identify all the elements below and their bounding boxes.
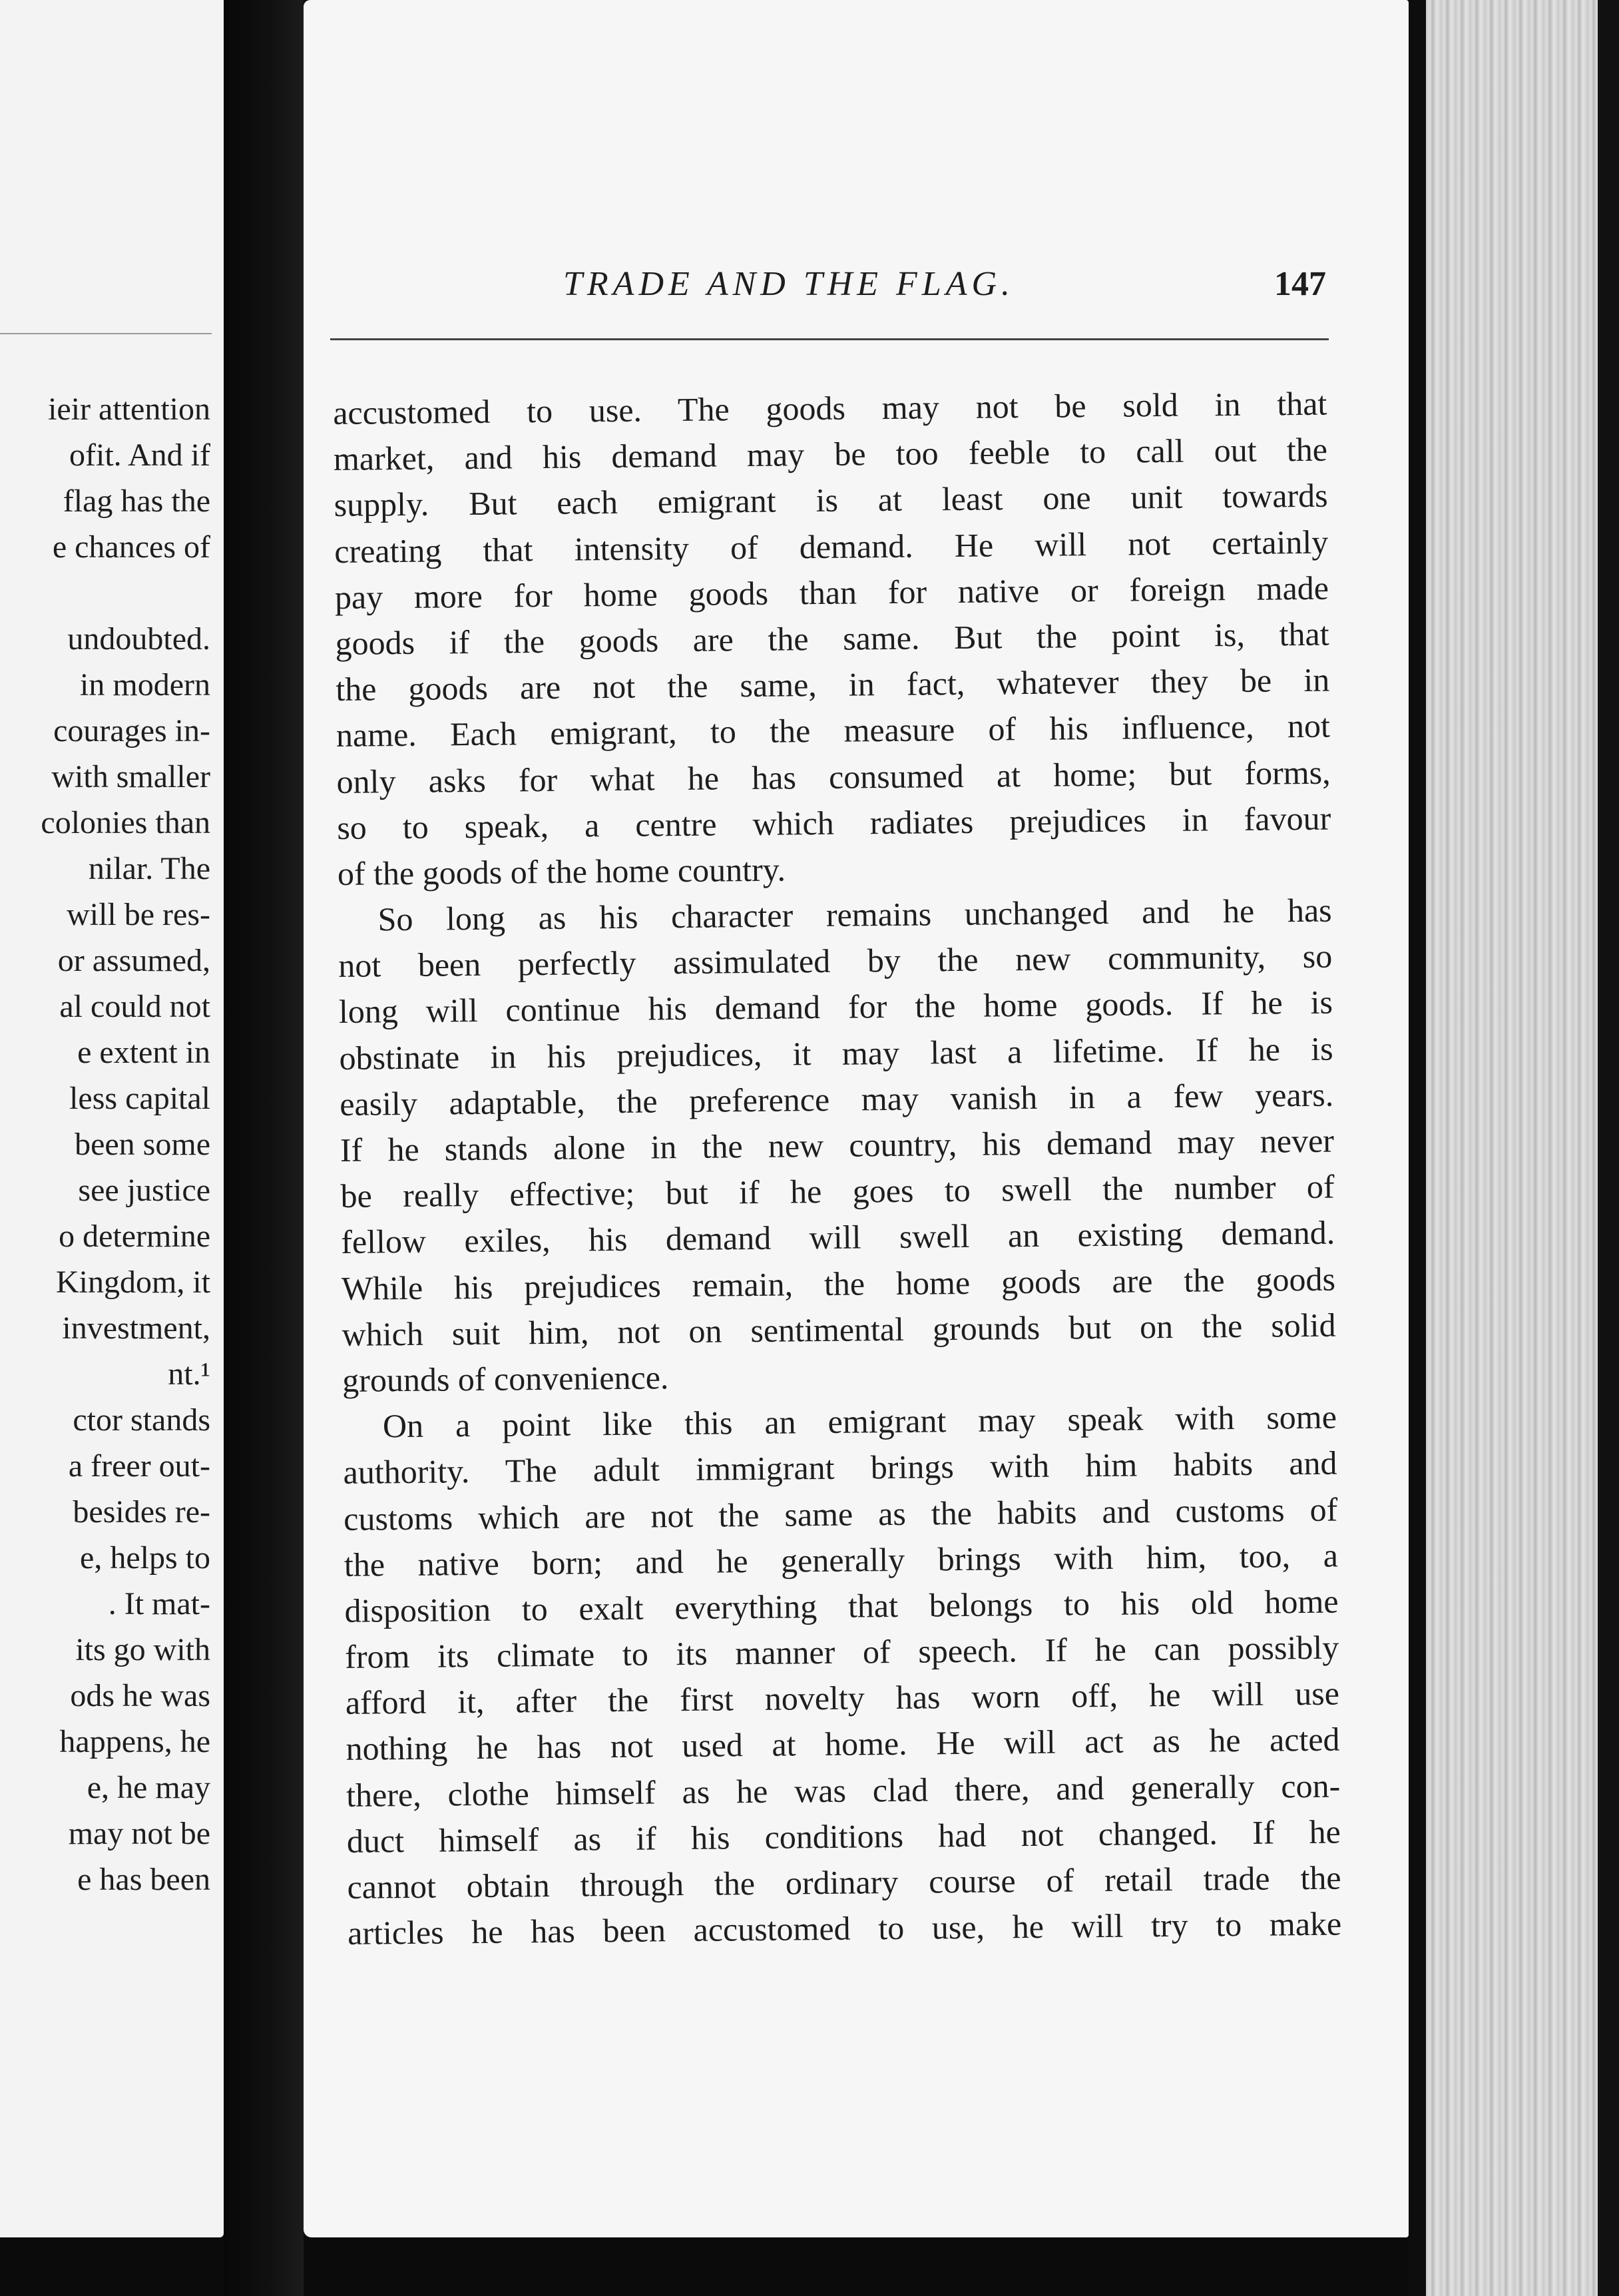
left-line: o determine bbox=[59, 1219, 210, 1254]
left-line: courages in- bbox=[53, 713, 210, 748]
left-line: e has been bbox=[77, 1862, 210, 1897]
book-page bbox=[304, 0, 1409, 2237]
text-line: supply. But each emigrant is at least one unit towards bbox=[334, 477, 1328, 524]
text-line: there, clothe himself as he was clad there, and generally con- bbox=[346, 1767, 1341, 1814]
paragraph-end-line: of the goods of the home country. bbox=[337, 850, 786, 892]
header-rule bbox=[330, 338, 1329, 340]
left-line: e extent in bbox=[77, 1035, 210, 1070]
left-line: a freer out- bbox=[68, 1448, 210, 1484]
text-line: duct himself as if his conditions had not changed. If he bbox=[346, 1813, 1341, 1860]
left-line: may not be bbox=[68, 1816, 210, 1851]
text-line: only asks for what he has consumed at home; but forms, bbox=[336, 753, 1331, 800]
text-line: so to speak, a centre which radiates prejudices in favour bbox=[337, 799, 1331, 846]
text-line: nothing he has not used at home. He will act as he acted bbox=[346, 1721, 1340, 1768]
text-line: accustomed to use. The goods may not be sold in that bbox=[333, 384, 1327, 431]
paragraph-end-line: grounds of convenience. bbox=[342, 1358, 669, 1399]
book-cover-edge bbox=[1598, 0, 1619, 2296]
text-line: cannot obtain through the ordinary course of retail trade the bbox=[347, 1859, 1341, 1906]
running-head-title: TRADE AND THE FLAG. bbox=[563, 265, 1015, 303]
left-line: Kingdom, it bbox=[55, 1265, 210, 1300]
text-line: be really effective; but if he goes to swell the number of bbox=[340, 1167, 1335, 1215]
page-edge-shadow bbox=[1409, 0, 1426, 2296]
page-number: 147 bbox=[1274, 265, 1326, 303]
left-line: been some bbox=[75, 1127, 210, 1162]
text-line: long will continue his demand for the home goods. If he is bbox=[338, 984, 1333, 1031]
text-line: easily adaptable, the preference may vanish in a few years. bbox=[340, 1075, 1334, 1123]
left-line: colonies than bbox=[41, 805, 210, 840]
left-line: ieir attention bbox=[48, 392, 210, 427]
left-line: nilar. The bbox=[88, 851, 210, 886]
left-line: ctor stands bbox=[73, 1402, 210, 1438]
left-line bbox=[0, 570, 210, 616]
text-line: the native born; and he generally brings with him, too, a bbox=[344, 1536, 1339, 1583]
text-line: goods if the goods are the same. But the point is, that bbox=[335, 615, 1329, 662]
left-line: with smaller bbox=[51, 759, 210, 794]
text-line: obstinate in his prejudices, it may last a lifetime. If he is bbox=[339, 1029, 1333, 1077]
text-line: articles he has been accustomed to use, he will try to make bbox=[347, 1904, 1342, 1952]
left-line: e, helps to bbox=[80, 1540, 210, 1576]
text-line: from its climate to its manner of speech. If he can possibly bbox=[344, 1628, 1339, 1675]
left-line: or assumed, bbox=[57, 943, 210, 978]
paragraph-start-line: On a point like this an emigrant may speak with some bbox=[382, 1398, 1337, 1445]
left-line: e, he may bbox=[87, 1770, 210, 1805]
text-line: afford it, after the first novelty has worn off, he will use bbox=[345, 1674, 1340, 1722]
text-line: name. Each emigrant, to the measure of his influence, not bbox=[336, 707, 1331, 754]
running-head bbox=[304, 261, 1409, 308]
left-line: e chances of bbox=[52, 529, 210, 565]
text-line: If he stands alone in the new country, his demand may never bbox=[340, 1121, 1335, 1169]
left-line: besides re- bbox=[73, 1494, 210, 1530]
left-line: less capital bbox=[69, 1081, 210, 1116]
left-line: undoubted. bbox=[67, 621, 210, 657]
left-page-fragment bbox=[0, 0, 224, 2237]
left-line: . It mat- bbox=[108, 1586, 210, 1621]
text-line: creating that intensity of demand. He will not certainly bbox=[334, 523, 1329, 570]
left-page-text bbox=[0, 386, 210, 1902]
scan-bottom-border bbox=[304, 2237, 1409, 2296]
left-line: investment, bbox=[62, 1310, 210, 1346]
paragraph-start-line: So long as his character remains unchanged and he has bbox=[377, 891, 1332, 938]
book-gutter-shadow bbox=[224, 0, 304, 2296]
text-line: market, and his demand may be too feeble to call out the bbox=[333, 430, 1328, 478]
text-line: authority. The adult immigrant brings with him habits and bbox=[343, 1444, 1337, 1492]
left-line: its go with bbox=[75, 1632, 210, 1667]
text-line: customs which are not the same as the habits and customs of bbox=[343, 1490, 1338, 1538]
text-line: not been perfectly assimulated by the new community, so bbox=[338, 937, 1333, 985]
text-line: pay more for home goods than for native or foreign made bbox=[334, 569, 1329, 616]
left-line: happens, he bbox=[59, 1724, 210, 1759]
left-line: ods he was bbox=[70, 1678, 210, 1713]
left-line: al could not bbox=[59, 989, 210, 1024]
left-line: see justice bbox=[78, 1173, 210, 1208]
text-line: the goods are not the same, in fact, whatever they be in bbox=[336, 661, 1330, 709]
text-line: disposition to exalt everything that belongs to his old home bbox=[344, 1582, 1339, 1629]
left-line: in modern bbox=[80, 667, 210, 703]
left-line: flag has the bbox=[63, 483, 210, 519]
left-line: ofit. And if bbox=[69, 437, 210, 473]
left-line: nt.¹ bbox=[168, 1356, 210, 1392]
left-line: will be res- bbox=[67, 897, 210, 932]
text-line: While his prejudices remain, the home goods are the goods bbox=[341, 1260, 1336, 1307]
body-text bbox=[333, 381, 1342, 1957]
text-line: which suit him, not on sentimental grounds but on the solid bbox=[342, 1306, 1336, 1353]
stacked-page-edges bbox=[1426, 0, 1619, 2296]
text-line: fellow exiles, his demand will swell an existing demand. bbox=[341, 1213, 1335, 1261]
left-page-rule bbox=[0, 333, 212, 334]
